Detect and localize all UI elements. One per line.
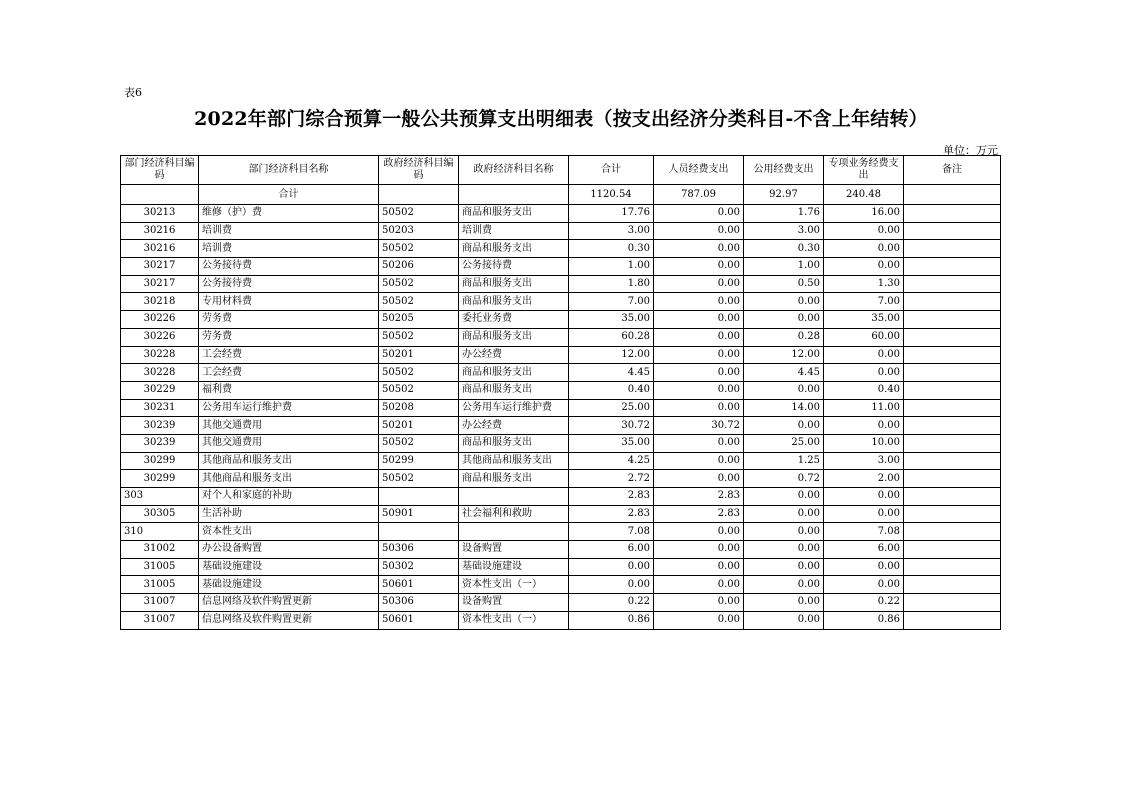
table-cell: 商品和服务支出 [459,434,569,452]
table-cell [904,275,1001,293]
table-cell: 31005 [121,576,199,594]
table-cell: 50306 [379,594,459,612]
table-row [121,311,1001,329]
header-cell: 人员经费支出 [654,156,744,185]
table-row [121,205,1001,223]
table-cell: 公务用车运行维护费 [199,399,379,417]
table-cell: 6.00 [824,541,904,559]
table-cell: 35.00 [824,311,904,329]
table-cell: 2.83 [654,488,744,506]
table-cell: 1.00 [744,258,824,276]
table-cell [121,185,199,205]
table-cell: 其他交通费用 [199,434,379,452]
table-cell: 35.00 [569,434,654,452]
table-cell: 50201 [379,346,459,364]
table-cell: 委托业务费 [459,311,569,329]
table-cell: 30305 [121,505,199,523]
table-cell: 商品和服务支出 [459,205,569,223]
header-cell: 合计 [569,156,654,185]
table-cell: 其他商品和服务支出 [459,452,569,470]
table-cell [904,185,1001,205]
table-cell: 50502 [379,364,459,382]
table-cell: 劳务费 [199,328,379,346]
table-cell: 培训费 [199,222,379,240]
table-cell: 其他交通费用 [199,417,379,435]
table-cell: 35.00 [569,311,654,329]
table-cell: 310 [121,523,199,541]
table-cell: 0.00 [824,505,904,523]
table-cell: 0.30 [569,240,654,258]
table-cell: 办公经费 [459,417,569,435]
table-cell: 0.00 [654,346,744,364]
table-cell: 0.00 [654,594,744,612]
table-row [121,523,1001,541]
table-row [121,399,1001,417]
table-cell: 0.00 [569,558,654,576]
table-cell: 维修（护）费 [199,205,379,223]
table-cell: 31007 [121,594,199,612]
table-cell: 16.00 [824,205,904,223]
table-cell: 0.50 [744,275,824,293]
table-cell [904,311,1001,329]
table-cell: 0.00 [654,523,744,541]
table-cell: 劳务费 [199,311,379,329]
header-cell: 专项业务经费支出 [824,156,904,185]
total-personnel: 787.09 [654,185,744,205]
table-cell: 0.86 [824,611,904,629]
table-cell: 50201 [379,417,459,435]
table-cell: 30228 [121,346,199,364]
table-row [121,558,1001,576]
table-cell: 30.72 [569,417,654,435]
table-cell: 60.28 [569,328,654,346]
table-cell: 11.00 [824,399,904,417]
table-cell: 0.00 [654,470,744,488]
table-cell: 31002 [121,541,199,559]
table-cell: 10.00 [824,434,904,452]
table-cell [904,293,1001,311]
table-cell: 0.00 [744,611,824,629]
table-cell: 工会经费 [199,364,379,382]
table-cell: 30218 [121,293,199,311]
table-cell: 0.30 [744,240,824,258]
table-cell: 2.83 [569,505,654,523]
table-cell [904,488,1001,506]
table-cell [459,523,569,541]
total-special: 240.48 [824,185,904,205]
table-cell: 0.00 [654,311,744,329]
table-cell: 专用材料费 [199,293,379,311]
table-cell [904,470,1001,488]
total-sum: 1120.54 [569,185,654,205]
table-cell: 7.00 [569,293,654,311]
table-cell: 商品和服务支出 [459,381,569,399]
table-cell: 30216 [121,222,199,240]
table-cell: 50205 [379,311,459,329]
table-cell [904,505,1001,523]
table-cell: 对个人和家庭的补助 [199,488,379,506]
table-cell: 0.00 [654,205,744,223]
table-cell: 0.00 [824,576,904,594]
table-cell: 公务接待费 [199,275,379,293]
table-cell: 1.80 [569,275,654,293]
table-cell: 0.00 [824,240,904,258]
table-cell: 0.00 [744,488,824,506]
table-cell: 其他商品和服务支出 [199,452,379,470]
table-cell: 17.76 [569,205,654,223]
table-cell: 0.00 [654,558,744,576]
table-cell [904,576,1001,594]
table-cell: 30226 [121,311,199,329]
table-header-row [121,156,1001,185]
table-cell: 商品和服务支出 [459,275,569,293]
table-cell: 福利费 [199,381,379,399]
table-cell: 信息网络及软件购置更新 [199,611,379,629]
table-cell: 50203 [379,222,459,240]
table-row [121,258,1001,276]
document-title: 2022年部门综合预算一般公共预算支出明细表（按支出经济分类科目-不含上年结转） [194,108,928,130]
table-cell: 0.00 [744,558,824,576]
table-row [121,452,1001,470]
table-cell: 303 [121,488,199,506]
table-cell: 商品和服务支出 [459,293,569,311]
table-cell: 30.72 [654,417,744,435]
table-cell: 0.00 [824,346,904,364]
table-cell [904,328,1001,346]
table-cell: 资本性支出（一） [459,611,569,629]
table-cell: 25.00 [744,434,824,452]
table-cell: 0.22 [569,594,654,612]
table-cell: 0.00 [744,576,824,594]
table-cell: 30299 [121,470,199,488]
table-cell: 4.45 [569,364,654,382]
table-row [121,328,1001,346]
table-cell: 3.00 [569,222,654,240]
table-cell: 生活补助 [199,505,379,523]
table-cell: 信息网络及软件购置更新 [199,594,379,612]
table-cell: 50502 [379,240,459,258]
table-cell: 资本性支出（一） [459,576,569,594]
table-cell [904,205,1001,223]
table-row [121,222,1001,240]
table-cell: 0.00 [654,576,744,594]
table-cell: 社会福利和救助 [459,505,569,523]
table-cell: 30213 [121,205,199,223]
table-cell: 商品和服务支出 [459,470,569,488]
table-cell: 0.00 [654,452,744,470]
table-cell: 办公经费 [459,346,569,364]
table-cell: 0.00 [654,328,744,346]
table-cell [904,541,1001,559]
table-cell: 12.00 [569,346,654,364]
table-cell: 0.00 [744,417,824,435]
header-cell: 部门经济科目名称 [199,156,379,185]
table-cell: 50502 [379,205,459,223]
table-cell: 0.00 [654,258,744,276]
table-cell: 0.00 [654,611,744,629]
table-row [121,611,1001,629]
table-cell: 0.00 [824,258,904,276]
table-cell: 0.72 [744,470,824,488]
table-cell: 资本性支出 [199,523,379,541]
table-cell: 50601 [379,611,459,629]
table-row [121,505,1001,523]
table-cell: 30239 [121,434,199,452]
table-cell: 7.08 [569,523,654,541]
table-cell: 0.00 [654,222,744,240]
table-cell: 2.72 [569,470,654,488]
table-cell: 公务接待费 [199,258,379,276]
table-row [121,470,1001,488]
table-cell: 培训费 [199,240,379,258]
table-cell: 0.28 [744,328,824,346]
table-cell: 基础设施建设 [199,558,379,576]
table-cell: 30217 [121,258,199,276]
table-cell: 50299 [379,452,459,470]
table-cell: 6.00 [569,541,654,559]
table-cell: 0.22 [824,594,904,612]
table-cell: 0.00 [744,311,824,329]
table-cell [904,452,1001,470]
table-cell: 0.00 [744,505,824,523]
table-number-label: 表6 [124,86,142,99]
table-cell: 公务接待费 [459,258,569,276]
table-row [121,434,1001,452]
table-cell: 0.00 [744,381,824,399]
table-cell: 30239 [121,417,199,435]
table-cell: 工会经费 [199,346,379,364]
table-cell: 0.00 [654,275,744,293]
table-cell: 30217 [121,275,199,293]
table-cell [904,222,1001,240]
table-cell: 0.40 [569,381,654,399]
table-cell: 0.00 [824,488,904,506]
table-cell [904,434,1001,452]
table-cell: 30299 [121,452,199,470]
table-row [121,275,1001,293]
table-cell: 3.00 [824,452,904,470]
table-cell: 50502 [379,434,459,452]
table-cell: 0.00 [654,293,744,311]
unit-label: 单位：万元 [943,144,998,157]
table-cell: 0.00 [744,293,824,311]
table-cell: 设备购置 [459,594,569,612]
table-row [121,594,1001,612]
table-cell: 0.00 [654,541,744,559]
table-cell [379,523,459,541]
table-cell: 3.00 [744,222,824,240]
table-cell: 0.00 [744,594,824,612]
table-cell: 0.40 [824,381,904,399]
table-cell: 30226 [121,328,199,346]
table-cell: 0.00 [654,364,744,382]
table-row [121,381,1001,399]
table-cell [904,611,1001,629]
header-cell: 政府经济科目编码 [379,156,459,185]
table-row [121,293,1001,311]
table-cell [904,594,1001,612]
table-row [121,346,1001,364]
table-cell [904,240,1001,258]
total-row [121,185,1001,205]
table-cell: 0.00 [744,523,824,541]
table-cell: 商品和服务支出 [459,328,569,346]
table-cell: 公务用车运行维护费 [459,399,569,417]
table-cell: 1.30 [824,275,904,293]
header-cell: 部门经济科目编码 [121,156,199,185]
table-cell: 商品和服务支出 [459,364,569,382]
table-cell [459,185,569,205]
table-cell: 50502 [379,328,459,346]
table-cell [904,399,1001,417]
table-cell: 0.00 [654,240,744,258]
table-cell: 0.00 [654,434,744,452]
table-cell: 50208 [379,399,459,417]
total-label: 合计 [199,185,379,205]
table-cell [904,523,1001,541]
table-cell: 0.00 [654,381,744,399]
table-cell: 2.00 [824,470,904,488]
table-cell: 14.00 [744,399,824,417]
table-cell: 12.00 [744,346,824,364]
budget-table [120,155,1001,630]
table-row [121,417,1001,435]
table-cell: 50502 [379,381,459,399]
table-cell: 30231 [121,399,199,417]
table-cell: 2.83 [654,505,744,523]
table-cell: 50601 [379,576,459,594]
header-cell: 公用经费支出 [744,156,824,185]
table-cell: 30229 [121,381,199,399]
table-cell: 2.83 [569,488,654,506]
table-cell: 0.00 [569,576,654,594]
table-cell: 50306 [379,541,459,559]
table-cell: 60.00 [824,328,904,346]
table-cell: 30228 [121,364,199,382]
table-row [121,240,1001,258]
table-row [121,364,1001,382]
table-cell: 0.86 [569,611,654,629]
table-cell: 培训费 [459,222,569,240]
table-cell [904,417,1001,435]
table-cell: 4.25 [569,452,654,470]
table-cell: 31005 [121,558,199,576]
table-cell: 设备购置 [459,541,569,559]
table-cell [904,258,1001,276]
table-cell: 50206 [379,258,459,276]
table-cell: 1.25 [744,452,824,470]
total-public: 92.97 [744,185,824,205]
table-cell: 4.45 [744,364,824,382]
table-cell: 0.00 [824,364,904,382]
table-cell: 商品和服务支出 [459,240,569,258]
table-row [121,541,1001,559]
table-cell: 50502 [379,293,459,311]
table-cell: 31007 [121,611,199,629]
table-cell [904,364,1001,382]
table-cell: 50901 [379,505,459,523]
table-row [121,576,1001,594]
table-cell: 0.00 [824,417,904,435]
table-cell [379,488,459,506]
table-cell: 50502 [379,470,459,488]
header-cell: 政府经济科目名称 [459,156,569,185]
table-cell [904,558,1001,576]
table-cell: 1.00 [569,258,654,276]
table-cell: 30216 [121,240,199,258]
table-cell [379,185,459,205]
table-cell: 1.76 [744,205,824,223]
table-cell: 7.08 [824,523,904,541]
table-cell: 7.00 [824,293,904,311]
table-cell [904,346,1001,364]
table-cell: 0.00 [824,558,904,576]
table-cell [904,381,1001,399]
table-cell: 0.00 [654,399,744,417]
table-cell: 25.00 [569,399,654,417]
table-cell: 办公设备购置 [199,541,379,559]
table-cell: 50302 [379,558,459,576]
table-cell: 基础设施建设 [459,558,569,576]
table-cell: 0.00 [824,222,904,240]
table-cell [459,488,569,506]
table-cell: 其他商品和服务支出 [199,470,379,488]
table-cell: 50502 [379,275,459,293]
table-cell: 基础设施建设 [199,576,379,594]
table-row [121,488,1001,506]
table-cell: 0.00 [744,541,824,559]
header-cell: 备注 [904,156,1001,185]
